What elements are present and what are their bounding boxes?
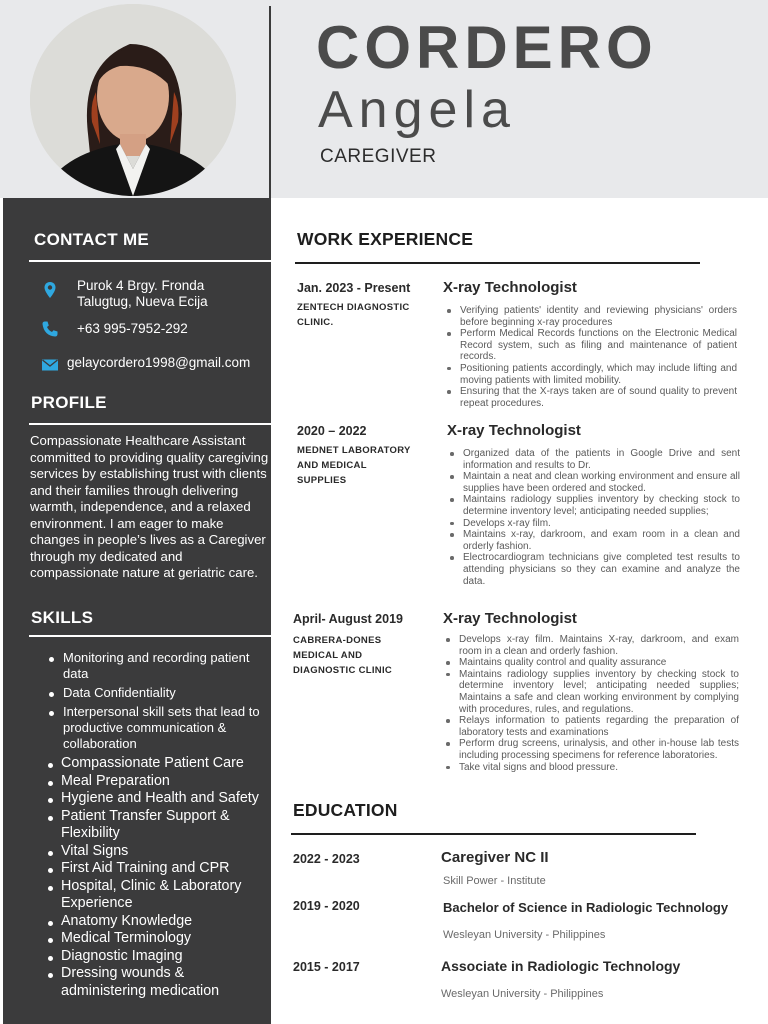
skill-item: Vital Signs	[31, 843, 271, 861]
skill-item: Anatomy Knowledge	[31, 913, 271, 931]
skill-item: Interpersonal skill sets that lead to productive communication & collaboration	[31, 704, 271, 752]
duty-item: Develops x-ray film.	[446, 518, 740, 530]
job-dates: April- August 2019	[293, 612, 403, 626]
given-name: Angela	[318, 81, 516, 139]
education-degree: Bachelor of Science in Radiologic Technology	[443, 900, 729, 915]
skill-item: Data Confidentiality	[31, 685, 271, 701]
phone-number[interactable]: +63 995-7952-292	[77, 321, 188, 336]
education-degree: Caregiver NC II	[441, 849, 549, 866]
duty-item: Positioning patients accordingly, which may include lifting and moving patients with limited mobility.	[443, 363, 737, 386]
duty-item: Ensuring that the X-rays taken are of sound quality to prevent repeat procedures.	[443, 386, 737, 409]
job-dates: 2020 – 2022	[297, 424, 367, 438]
profile-photo	[30, 4, 236, 196]
skill-item: Compassionate Patient Care	[31, 755, 271, 773]
address-line-1: Purok 4 Brgy. Fronda	[77, 278, 205, 293]
skill-item: Patient Transfer Support & Flexibility	[31, 808, 271, 843]
skill-item: Dressing wounds & administering medication	[31, 965, 271, 1000]
education-degree: Associate in Radiologic Technology	[441, 958, 681, 974]
skill-item: First Aid Training and CPR	[31, 860, 271, 878]
job-duties	[442, 634, 739, 773]
profile-heading: PROFILE	[31, 393, 107, 412]
sidebar	[3, 198, 271, 1024]
job-title: X-ray Technologist	[443, 610, 577, 627]
duty-item: Maintains quality control and quality assurance	[442, 657, 739, 669]
skill-item: Diagnostic Imaging	[31, 948, 271, 966]
education-heading: EDUCATION	[293, 800, 398, 820]
education-dates: 2019 - 2020	[293, 899, 360, 913]
duty-item: Maintains radiology supplies inventory by checking stock to determine inventory level; anticipating needed supplies;	[446, 494, 740, 517]
profile-rule	[29, 423, 271, 425]
job-organization: MEDNET LABORATORY AND MEDICAL SUPPLIES	[297, 445, 411, 486]
work-rule	[295, 262, 700, 264]
job-duties	[443, 305, 737, 409]
profile-summary: Compassionate Healthcare Assistant committed to providing quality caregiving services by establishing trust with clients and their families through delivering warmth, independence, and a relaxed environment. I am eager to make changes in people’s lives as a Caregiver through my dedicated and compassionate nature at geriatric care.	[30, 433, 269, 580]
job-title: X-ray Technologist	[443, 279, 577, 296]
header-divider	[269, 6, 271, 198]
skills-rule	[29, 635, 271, 637]
duty-item: Electrocardiogram technicians give completed test results to attending physicians so they can examine and analyze the data.	[446, 552, 740, 587]
duty-item: Relays information to patients regarding the preparation of laboratory tests and examinations	[442, 715, 739, 738]
duty-item: Verifying patients' identity and reviewing physicians' orders before beginning x-ray procedures	[443, 305, 737, 328]
job-organization: CABRERA-DONES MEDICAL AND DIAGNOSTIC CLINIC	[293, 635, 393, 676]
education-school: Wesleyan University - Philippines	[443, 929, 606, 941]
duty-item: Maintains x-ray, darkroom, and exam room in a clean and orderly fashion.	[446, 529, 740, 552]
duty-item: Develops x-ray film. Maintains X-ray, darkroom, and exam room in a clean and orderly fashion.	[442, 634, 739, 657]
skill-item: Monitoring and recording patient data	[31, 650, 271, 682]
contact-rule	[29, 260, 271, 262]
skill-item: Meal Preparation	[31, 773, 271, 791]
education-school: Wesleyan University - Philippines	[441, 988, 604, 1000]
duty-item: Perform Medical Records functions on the Electronic Medical Record system, such as filing and maintenance of patient records.	[443, 328, 737, 363]
email-icon	[41, 356, 59, 374]
skill-item: Medical Terminology	[31, 930, 271, 948]
location-pin-icon	[41, 281, 59, 299]
job-organization: ZENTECH DIAGNOSTIC CLINIC.	[297, 302, 410, 328]
phone-icon	[41, 320, 59, 338]
job-duties	[446, 448, 740, 587]
work-heading: WORK EXPERIENCE	[297, 229, 474, 249]
education-rule	[291, 833, 696, 835]
duty-item: Maintains radiology supplies inventory by checking stock to determine inventory level; anticipating needed supplies; Maintains a safe and clean working environment by complying with procedures, rules, and regulations.	[442, 669, 739, 715]
job-dates: Jan. 2023 - Present	[297, 281, 411, 295]
duty-item: Organized data of the patients in Google Drive and sent information and results to Dr.	[446, 448, 740, 471]
education-dates: 2022 - 2023	[293, 852, 360, 866]
duty-item: Perform drug screens, urinalysis, and other in-house lab tests including processing specimens for reference laboratories.	[442, 738, 739, 761]
skills-heading: SKILLS	[31, 608, 94, 627]
contact-heading: CONTACT ME	[34, 230, 150, 249]
skill-item: Hygiene and Health and Safety	[31, 790, 271, 808]
duty-item: Maintain a neat and clean working environment and ensure all supplies have been ordered and stocked.	[446, 471, 740, 494]
skills-list	[31, 650, 271, 1000]
job-title: X-ray Technologist	[447, 422, 581, 439]
education-school: Skill Power - Institute	[443, 875, 546, 887]
surname: CORDERO	[316, 14, 658, 81]
education-dates: 2015 - 2017	[293, 960, 360, 974]
skill-item: Hospital, Clinic & Laboratory Experience	[31, 878, 271, 913]
address-line-2: Talugtug, Nueva Ecija	[77, 294, 208, 309]
duty-item: Take vital signs and blood pressure.	[442, 762, 739, 774]
job-role: CAREGIVER	[320, 146, 437, 167]
email-address[interactable]: gelaycordero1998@gmail.com	[67, 355, 251, 370]
